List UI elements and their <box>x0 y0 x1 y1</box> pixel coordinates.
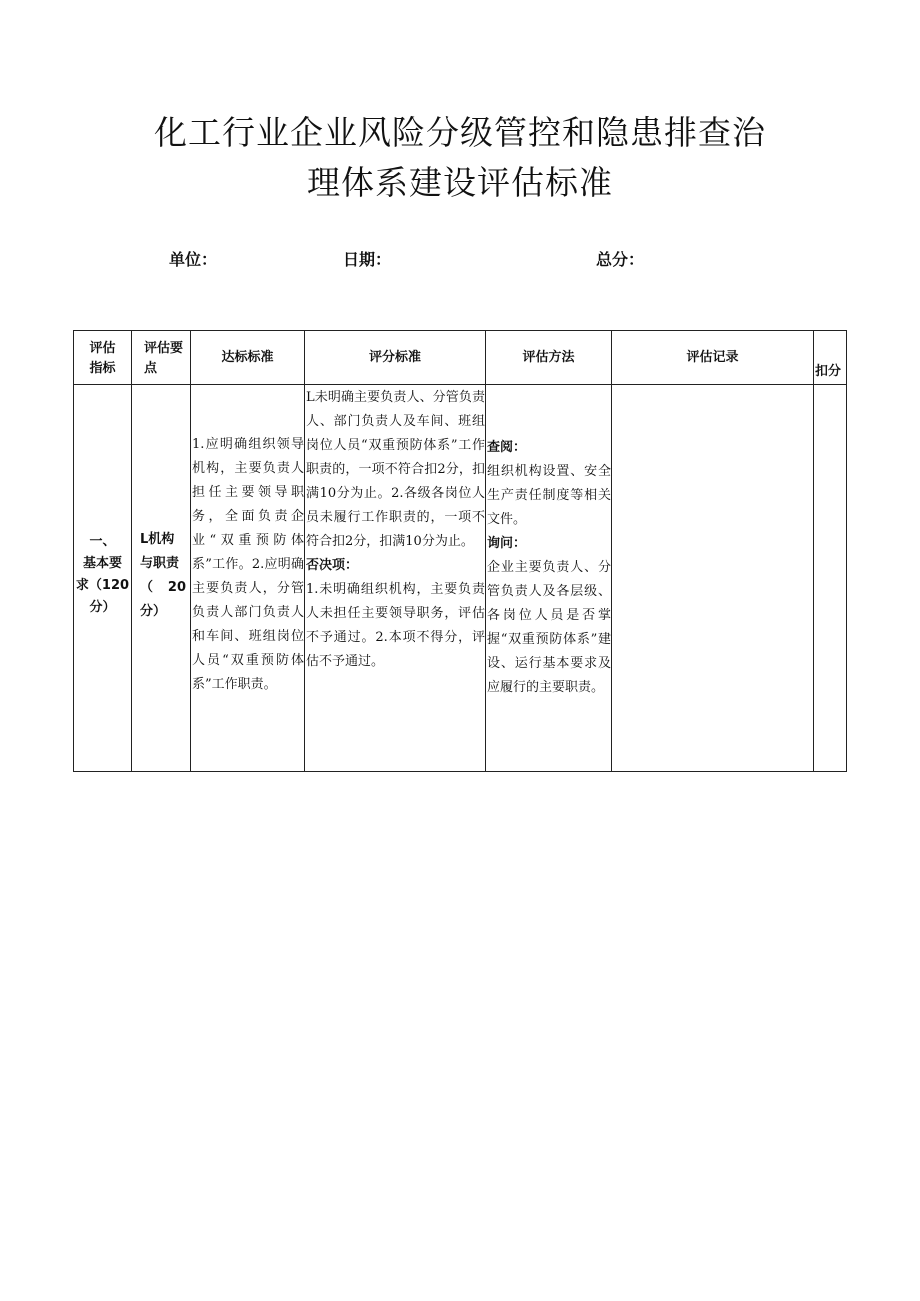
scoring-cell <box>305 385 486 772</box>
standard-cell <box>191 385 305 772</box>
inquiry-text: 企业主要负责人、分管负责人及各层级、各岗位人员是否掌握“双重预防体系”建设、运行基本要求及应履行的主要职责。 <box>487 560 611 695</box>
method-cell <box>486 385 612 772</box>
keypoint-line-4: 分） <box>140 604 167 619</box>
table-row <box>74 385 847 772</box>
header-indicator <box>74 331 132 385</box>
unit-label: 单位： <box>169 250 218 269</box>
veto-label: 否决项： <box>306 558 359 573</box>
indicator-line-3: 求（120 <box>75 578 130 593</box>
review-text: 组织机构设置、安全生产责任制度等相关文件。 <box>487 464 611 527</box>
scoring-text-part-2: 1.未明确组织机构，主要负责人未担任主要领导职务，评估不予通过。2.本项不得分，评估不予通过。 <box>306 582 485 669</box>
inquiry-label: 询问： <box>487 536 527 551</box>
header-indicator-line-1: 评估 <box>89 340 116 356</box>
header-standard: 达标标准 <box>191 331 305 385</box>
indicator-line-1: 一、 <box>89 534 116 549</box>
header-keypoint-line-2: 点 <box>144 360 158 376</box>
document-title-line-1: 化工行业企业风险分级管控和隐患排查治 <box>154 113 766 152</box>
keypoint-line-1: L机构 <box>140 532 175 547</box>
header-scoring: 评分标准 <box>305 331 486 385</box>
header-record: 评估记录 <box>612 331 814 385</box>
indicator-line-2: 基本要 <box>82 556 122 571</box>
keypoint-line-3 <box>140 576 188 600</box>
scoring-text-part-1: L未明确主要负责人、分管负责人、部门负责人及车间、班组岗位人员“双重预防体系”工作职责的，一项不符合扣2分，扣满10分为止。2.各级各岗位人员未履行工作职责的，一项不符合扣2分，扣满10分为止。 <box>306 390 485 549</box>
keypoint-cell <box>132 385 191 772</box>
standard-text: 1.应明确组织领导机构，主要负责人担任主要领导职务，全面负责企业“双重预防体系”工作。2.应明确主要负责人，分管负责人部门负责人和车间、班组岗位人员“双重预防体系”工作职责。 <box>192 437 304 692</box>
header-indicator-line-2: 指标 <box>89 360 116 376</box>
evaluation-table <box>73 330 847 772</box>
keypoint-line-2: 与职责 <box>140 556 180 571</box>
indicator-cell <box>74 385 132 772</box>
document-title-line-2: 理体系建设评估标准 <box>307 163 613 202</box>
keypoint-line-3a: （ <box>140 580 154 595</box>
keypoint-line-3b: 20 <box>167 580 186 595</box>
record-cell[interactable] <box>612 385 814 772</box>
indicator-line-4: 分） <box>89 600 116 615</box>
header-method: 评估方法 <box>486 331 612 385</box>
total-score-label: 总分： <box>596 250 645 269</box>
header-keypoint <box>132 331 191 385</box>
date-label: 日期： <box>343 250 392 269</box>
header-deduct: 扣分 <box>814 331 847 385</box>
header-keypoint-line-1: 评估要 <box>144 340 184 356</box>
review-label: 查阅： <box>487 440 527 455</box>
deduct-cell[interactable] <box>814 385 847 772</box>
table-header-row <box>74 331 847 385</box>
